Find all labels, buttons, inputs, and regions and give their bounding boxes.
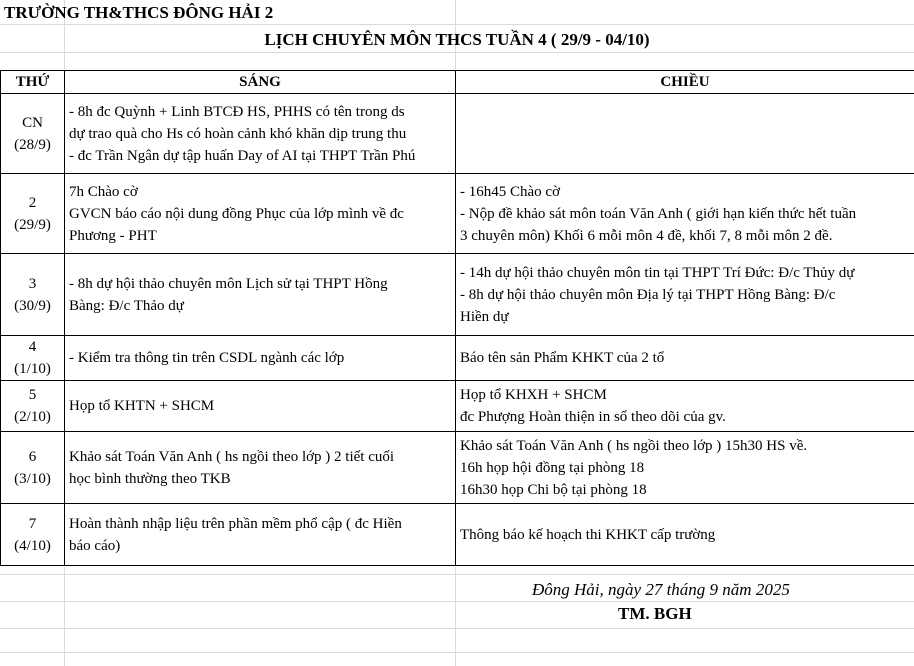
schedule-table	[0, 70, 914, 566]
morning-line: Họp tổ KHTN + SHCM	[69, 398, 215, 414]
morning-line: GVCN báo cáo nội dung đồng Phục của lớp mình về đc	[69, 205, 404, 222]
column-header-morning: SÁNG	[65, 71, 456, 94]
day-cell	[1, 504, 65, 566]
day-cell	[1, 174, 65, 254]
morning-cell	[65, 254, 456, 336]
afternoon-line: - 14h dự hội thảo chuyên môn tin tại THPT Trí Đức: Đ/c Thủy dự	[460, 264, 855, 281]
morning-line: học bình thường theo TKB	[69, 470, 231, 487]
afternoon-cell	[456, 504, 914, 566]
afternoon-cell	[456, 336, 914, 381]
day-label: 7	[28, 515, 37, 532]
table-row	[1, 254, 914, 336]
afternoon-line: Họp tổ KHXH + SHCM	[460, 387, 607, 403]
morning-line: Phương - PHT	[69, 227, 157, 244]
table-row	[1, 504, 914, 566]
place-date: Đông Hải, ngày 27 tháng 9 năm 2025	[532, 580, 790, 599]
morning-line: dự trao quà cho Hs có hoàn cảnh khó khăn dịp trung thu	[69, 125, 407, 142]
day-date: (4/10)	[14, 537, 51, 554]
table-row	[1, 336, 914, 381]
afternoon-line: Báo tên sản Phẩm KHKT của 2 tổ	[460, 350, 665, 366]
sheet-gridline	[64, 567, 65, 666]
morning-line: Khảo sát Toán Văn Anh ( hs ngồi theo lớp ) 2 tiết cuối	[69, 448, 395, 465]
day-label: 3	[28, 275, 37, 292]
day-date: (28/9)	[14, 136, 51, 153]
afternoon-line: - 8h dự hội thảo chuyên môn Địa lý tại THPT Hồng Bàng: Đ/c	[460, 286, 836, 303]
morning-cell	[65, 432, 456, 504]
morning-cell	[65, 504, 456, 566]
day-cell	[1, 94, 65, 174]
day-date: (2/10)	[14, 409, 51, 425]
afternoon-line: Khảo sát Toán Văn Anh ( hs ngồi theo lớp ) 15h30 HS về.	[460, 437, 808, 454]
morning-line: 7h Chào cờ	[69, 183, 138, 200]
table-header-row	[1, 71, 914, 94]
morning-line: - 8h dự hội thảo chuyên môn Lịch sử tại THPT Hồng	[69, 275, 388, 292]
afternoon-cell	[456, 254, 914, 336]
day-cell	[1, 381, 65, 432]
sheet-gridline	[0, 652, 914, 653]
morning-cell	[65, 174, 456, 254]
day-date: (29/9)	[14, 216, 51, 233]
page-title: LỊCH CHUYÊN MÔN THCS TUẦN 4 ( 29/9 - 04/10)	[264, 30, 650, 49]
morning-cell	[65, 94, 456, 174]
column-header-day: THỨ	[1, 71, 65, 94]
day-cell	[1, 336, 65, 381]
afternoon-line: 16h họp hội đồng tại phòng 18	[460, 459, 645, 476]
afternoon-line: đc Phượng Hoàn thiện in sổ theo dõi của gv.	[460, 409, 726, 425]
day-label: 5	[28, 387, 37, 403]
table-row	[1, 174, 914, 254]
day-cell	[1, 254, 65, 336]
column-header-afternoon: CHIỀU	[456, 71, 914, 94]
day-date: (3/10)	[14, 470, 51, 487]
afternoon-cell	[456, 174, 914, 254]
table-row	[1, 381, 914, 432]
afternoon-cell	[456, 381, 914, 432]
morning-line: - 8h đc Quỳnh + Linh BTCĐ HS, PHHS có tên trong ds	[69, 103, 405, 120]
afternoon-line: 3 chuyên môn) Khối 6 mỗi môn 4 đề, khối 7, 8 mỗi môn 2 đề.	[460, 227, 833, 244]
afternoon-line: - Nộp đề khảo sát môn toán Văn Anh ( giới hạn kiến thức hết tuần	[460, 205, 857, 222]
morning-line: - đc Trần Ngân dự tập huấn Day of AI tại THPT Trần Phú	[69, 147, 416, 164]
school-name: TRƯỜNG TH&THCS ĐÔNG HẢI 2	[4, 3, 274, 22]
sheet-gridline	[0, 628, 914, 629]
morning-cell	[65, 381, 456, 432]
afternoon-cell	[456, 432, 914, 504]
afternoon-cell	[456, 94, 914, 174]
sheet-gridline	[0, 574, 914, 575]
day-date: (1/10)	[14, 361, 51, 377]
morning-line: Bàng: Đ/c Thảo dự	[69, 297, 184, 314]
morning-line: Hoàn thành nhập liệu trên phần mềm phổ cập ( đc Hiền	[69, 515, 402, 532]
sheet-gridline	[455, 567, 456, 666]
morning-line: - Kiểm tra thông tin trên CSDL ngành các lớp	[69, 350, 345, 366]
day-label: CN	[22, 114, 43, 131]
day-label: 4	[28, 339, 37, 355]
day-cell	[1, 432, 65, 504]
sheet-gridline	[0, 24, 914, 25]
afternoon-line: 16h30 họp Chi bộ tại phòng 18	[460, 481, 647, 498]
sheet-gridline	[0, 52, 914, 53]
table-row	[1, 94, 914, 174]
day-label: 6	[28, 448, 37, 465]
afternoon-line: Hiền dự	[460, 308, 509, 325]
afternoon-line: Thông báo kế hoạch thi KHKT cấp trường	[460, 526, 716, 543]
signature-role: TM. BGH	[618, 604, 692, 623]
morning-cell	[65, 336, 456, 381]
sheet-gridline	[0, 601, 914, 602]
table-row	[1, 432, 914, 504]
day-date: (30/9)	[14, 297, 51, 314]
afternoon-line: - 16h45 Chào cờ	[460, 183, 560, 200]
day-label: 2	[28, 194, 37, 211]
morning-line: báo cáo)	[69, 537, 121, 554]
